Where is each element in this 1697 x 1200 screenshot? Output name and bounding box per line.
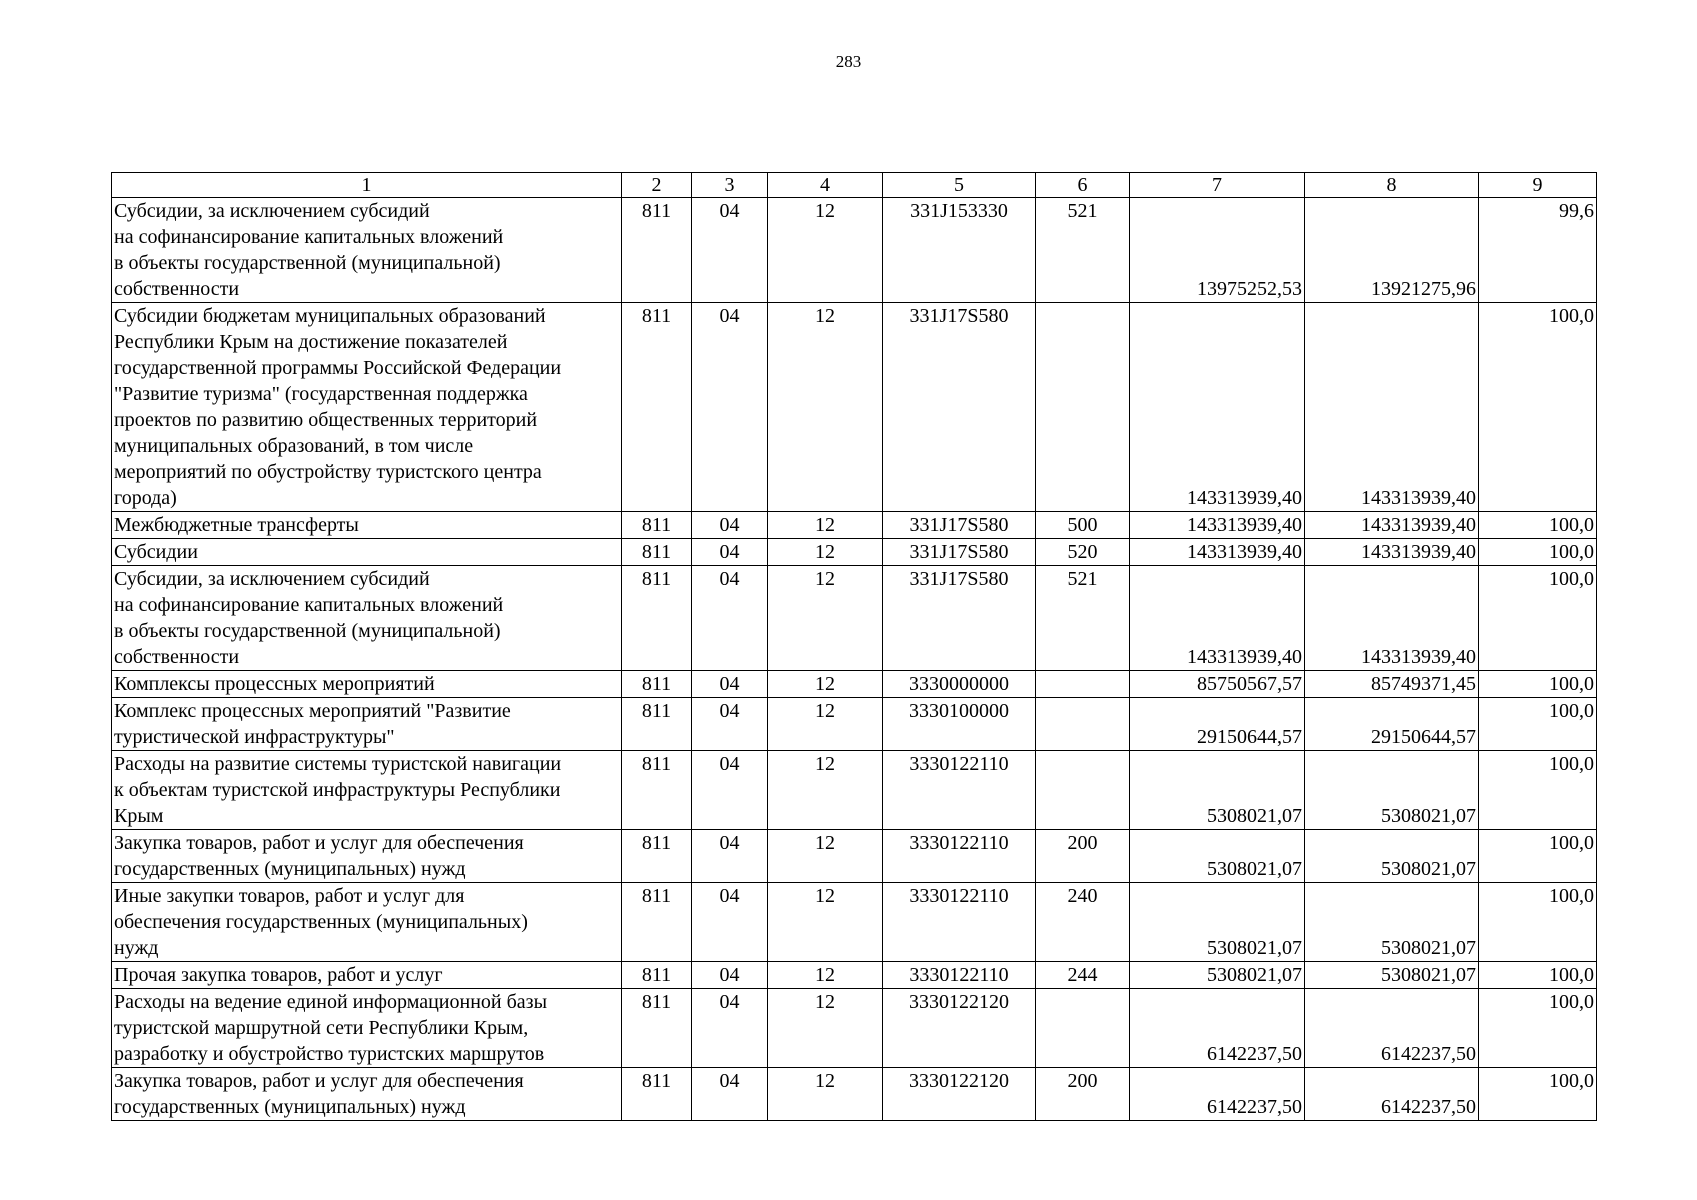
section-code-cell: 04	[692, 539, 768, 566]
target-item-code-cell: 331J153330	[883, 198, 1036, 303]
execution-percent-cell: 100,0	[1479, 671, 1597, 698]
target-item-code-cell: 3330122110	[883, 962, 1036, 989]
execution-percent-cell: 100,0	[1479, 698, 1597, 751]
planned-amount-cell: 85750567,57	[1130, 671, 1305, 698]
expense-type-code-cell	[1036, 698, 1130, 751]
expense-type-code-cell: 500	[1036, 512, 1130, 539]
execution-percent-cell: 100,0	[1479, 1068, 1597, 1121]
subsection-code-cell: 12	[768, 303, 883, 512]
expense-type-code-cell	[1036, 303, 1130, 512]
expense-name-cell: Комплексы процессных мероприятий	[112, 671, 622, 698]
execution-percent-cell: 100,0	[1479, 883, 1597, 962]
expense-type-code-cell	[1036, 989, 1130, 1068]
column-number-header: 4	[768, 173, 883, 198]
table-row	[112, 1068, 1597, 1121]
table-row	[112, 566, 1597, 671]
executed-amount-cell: 6142237,50	[1305, 989, 1479, 1068]
column-number-header: 9	[1479, 173, 1597, 198]
section-code-cell: 04	[692, 671, 768, 698]
planned-amount-cell: 143313939,40	[1130, 566, 1305, 671]
expense-name-cell: Закупка товаров, работ и услуг для обеспечения государственных (муниципальных) нужд	[112, 1068, 622, 1121]
executed-amount-cell: 143313939,40	[1305, 303, 1479, 512]
expense-name-cell: Закупка товаров, работ и услуг для обеспечения государственных (муниципальных) нужд	[112, 830, 622, 883]
subsection-code-cell: 12	[768, 512, 883, 539]
expense-name-cell: Иные закупки товаров, работ и услуг для обеспечения государственных (муниципальных) нужд	[112, 883, 622, 962]
target-item-code-cell: 3330122120	[883, 989, 1036, 1068]
expense-name-cell: Субсидии, за исключением субсидий на софинансирование капитальных вложений в объекты государственной (муниципальной) собственности	[112, 566, 622, 671]
target-item-code-cell: 331J17S580	[883, 539, 1036, 566]
target-item-code-cell: 3330000000	[883, 671, 1036, 698]
expense-name-cell: Расходы на ведение единой информационной базы туристской маршрутной сети Республики Крым, разработку и обустройство туристских маршрутов	[112, 989, 622, 1068]
ministry-code-cell: 811	[622, 198, 692, 303]
table-row	[112, 512, 1597, 539]
subsection-code-cell: 12	[768, 883, 883, 962]
table-row	[112, 962, 1597, 989]
executed-amount-cell: 85749371,45	[1305, 671, 1479, 698]
executed-amount-cell: 143313939,40	[1305, 566, 1479, 671]
section-code-cell: 04	[692, 830, 768, 883]
executed-amount-cell: 6142237,50	[1305, 1068, 1479, 1121]
expense-type-code-cell	[1036, 671, 1130, 698]
ministry-code-cell: 811	[622, 303, 692, 512]
planned-amount-cell: 143313939,40	[1130, 512, 1305, 539]
planned-amount-cell: 5308021,07	[1130, 830, 1305, 883]
target-item-code-cell: 3330122110	[883, 830, 1036, 883]
target-item-code-cell: 331J17S580	[883, 303, 1036, 512]
execution-percent-cell: 100,0	[1479, 566, 1597, 671]
target-item-code-cell: 3330122110	[883, 883, 1036, 962]
target-item-code-cell: 331J17S580	[883, 512, 1036, 539]
execution-percent-cell: 100,0	[1479, 830, 1597, 883]
expense-type-code-cell: 200	[1036, 1068, 1130, 1121]
execution-percent-cell: 100,0	[1479, 512, 1597, 539]
expense-type-code-cell: 240	[1036, 883, 1130, 962]
expense-name-cell: Комплекс процессных мероприятий "Развитие туристической инфраструктуры"	[112, 698, 622, 751]
expense-type-code-cell: 520	[1036, 539, 1130, 566]
table-row	[112, 198, 1597, 303]
expense-name-cell: Межбюджетные трансферты	[112, 512, 622, 539]
execution-percent-cell: 100,0	[1479, 989, 1597, 1068]
executed-amount-cell: 5308021,07	[1305, 830, 1479, 883]
planned-amount-cell: 5308021,07	[1130, 962, 1305, 989]
planned-amount-cell: 143313939,40	[1130, 303, 1305, 512]
ministry-code-cell: 811	[622, 989, 692, 1068]
section-code-cell: 04	[692, 1068, 768, 1121]
section-code-cell: 04	[692, 512, 768, 539]
planned-amount-cell: 6142237,50	[1130, 989, 1305, 1068]
planned-amount-cell: 5308021,07	[1130, 883, 1305, 962]
section-code-cell: 04	[692, 198, 768, 303]
table-header-row	[112, 173, 1597, 198]
table-row	[112, 698, 1597, 751]
planned-amount-cell: 143313939,40	[1130, 539, 1305, 566]
ministry-code-cell: 811	[622, 830, 692, 883]
table-row	[112, 883, 1597, 962]
expense-type-code-cell: 200	[1036, 830, 1130, 883]
executed-amount-cell: 143313939,40	[1305, 539, 1479, 566]
executed-amount-cell: 5308021,07	[1305, 751, 1479, 830]
ministry-code-cell: 811	[622, 566, 692, 671]
executed-amount-cell: 13921275,96	[1305, 198, 1479, 303]
subsection-code-cell: 12	[768, 989, 883, 1068]
page-number: 283	[835, 52, 862, 71]
target-item-code-cell: 331J17S580	[883, 566, 1036, 671]
section-code-cell: 04	[692, 989, 768, 1068]
column-number-header: 8	[1305, 173, 1479, 198]
subsection-code-cell: 12	[768, 698, 883, 751]
subsection-code-cell: 12	[768, 566, 883, 671]
ministry-code-cell: 811	[622, 698, 692, 751]
ministry-code-cell: 811	[622, 671, 692, 698]
ministry-code-cell: 811	[622, 539, 692, 566]
column-number-header: 3	[692, 173, 768, 198]
budget-table	[111, 172, 1597, 1121]
expense-type-code-cell	[1036, 751, 1130, 830]
ministry-code-cell: 811	[622, 883, 692, 962]
planned-amount-cell: 13975252,53	[1130, 198, 1305, 303]
subsection-code-cell: 12	[768, 671, 883, 698]
expense-name-cell: Субсидии бюджетам муниципальных образований Республики Крым на достижение показателей государственной программы Российской Федерации "Развитие туризма" (государственная поддержка проектов по развитию общественных территорий муниципальных образований, в том числе мероприятий по обустройству туристского центра города)	[112, 303, 622, 512]
expense-name-cell: Расходы на развитие системы туристской навигации к объектам туристской инфраструктуры Республики Крым	[112, 751, 622, 830]
execution-percent-cell: 100,0	[1479, 751, 1597, 830]
column-number-header: 6	[1036, 173, 1130, 198]
column-number-header: 5	[883, 173, 1036, 198]
subsection-code-cell: 12	[768, 830, 883, 883]
executed-amount-cell: 5308021,07	[1305, 962, 1479, 989]
target-item-code-cell: 3330100000	[883, 698, 1036, 751]
column-number-header: 1	[112, 173, 622, 198]
execution-percent-cell: 99,6	[1479, 198, 1597, 303]
expense-name-cell: Субсидии, за исключением субсидий на софинансирование капитальных вложений в объекты государственной (муниципальной) собственности	[112, 198, 622, 303]
table-row	[112, 989, 1597, 1068]
target-item-code-cell: 3330122120	[883, 1068, 1036, 1121]
ministry-code-cell: 811	[622, 962, 692, 989]
execution-percent-cell: 100,0	[1479, 962, 1597, 989]
table-row	[112, 303, 1597, 512]
section-code-cell: 04	[692, 698, 768, 751]
expense-name-cell: Субсидии	[112, 539, 622, 566]
subsection-code-cell: 12	[768, 1068, 883, 1121]
execution-percent-cell: 100,0	[1479, 303, 1597, 512]
ministry-code-cell: 811	[622, 751, 692, 830]
expense-name-cell: Прочая закупка товаров, работ и услуг	[112, 962, 622, 989]
expense-type-code-cell: 244	[1036, 962, 1130, 989]
executed-amount-cell: 29150644,57	[1305, 698, 1479, 751]
executed-amount-cell: 143313939,40	[1305, 512, 1479, 539]
executed-amount-cell: 5308021,07	[1305, 883, 1479, 962]
table-row	[112, 830, 1597, 883]
subsection-code-cell: 12	[768, 751, 883, 830]
subsection-code-cell: 12	[768, 198, 883, 303]
expense-type-code-cell: 521	[1036, 198, 1130, 303]
column-number-header: 7	[1130, 173, 1305, 198]
target-item-code-cell: 3330122110	[883, 751, 1036, 830]
section-code-cell: 04	[692, 751, 768, 830]
table-row	[112, 751, 1597, 830]
ministry-code-cell: 811	[622, 1068, 692, 1121]
section-code-cell: 04	[692, 566, 768, 671]
section-code-cell: 04	[692, 962, 768, 989]
section-code-cell: 04	[692, 883, 768, 962]
column-number-header: 2	[622, 173, 692, 198]
section-code-cell: 04	[692, 303, 768, 512]
ministry-code-cell: 811	[622, 512, 692, 539]
table-row	[112, 671, 1597, 698]
planned-amount-cell: 5308021,07	[1130, 751, 1305, 830]
planned-amount-cell: 6142237,50	[1130, 1068, 1305, 1121]
expense-type-code-cell: 521	[1036, 566, 1130, 671]
subsection-code-cell: 12	[768, 539, 883, 566]
execution-percent-cell: 100,0	[1479, 539, 1597, 566]
planned-amount-cell: 29150644,57	[1130, 698, 1305, 751]
subsection-code-cell: 12	[768, 962, 883, 989]
table-row	[112, 539, 1597, 566]
